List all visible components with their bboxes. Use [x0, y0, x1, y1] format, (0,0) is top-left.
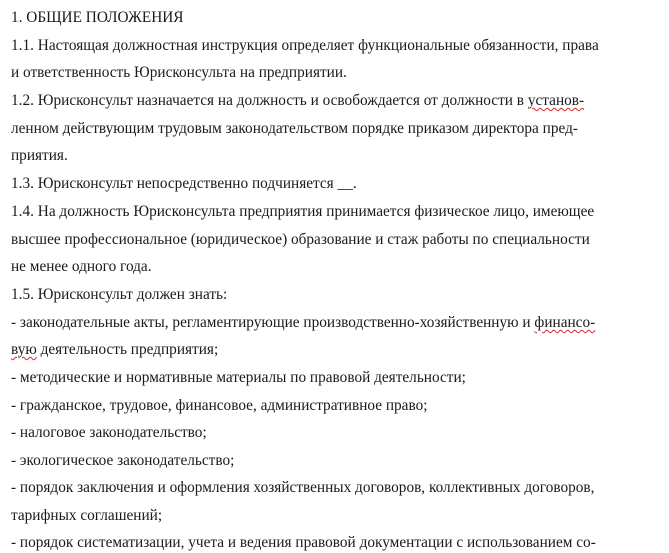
document-line	[11, 146, 68, 166]
line-text: 1. ОБЩИЕ ПОЛОЖЕНИЯ	[11, 9, 184, 26]
document-line	[11, 230, 590, 250]
line-text: - экологическое законодательство;	[11, 452, 235, 469]
line-text: высшее профессиональное (юридическое) образование и стаж работы по специальности	[11, 231, 590, 248]
document-line	[11, 506, 162, 526]
line-text: 1.3. Юрисконсульт непосредственно подчиняется __.	[11, 175, 357, 192]
line-text: 1.2. Юрисконсульт назначается на должность и освобождается от должности в	[11, 92, 528, 109]
document-line	[11, 368, 466, 388]
line-text: и ответственность Юрисконсульта на предприятии.	[11, 64, 347, 81]
line-text: 1.4. На должность Юрисконсульта предприятия принимается физическое лицо, имеющее	[11, 203, 595, 220]
document-line	[11, 423, 207, 443]
document-line	[11, 8, 184, 28]
document-line	[11, 63, 347, 83]
line-text: - порядок заключения и оформления хозяйственных договоров, коллективных договоров,	[11, 479, 595, 496]
document-line	[11, 36, 599, 56]
spellcheck-flagged-word[interactable]: финансо-	[534, 314, 596, 331]
document-line	[11, 313, 595, 333]
document-line	[11, 396, 427, 416]
line-text: - налоговое законодательство;	[11, 424, 207, 441]
document-line	[11, 119, 578, 139]
document-line	[11, 478, 594, 498]
document-line	[11, 340, 218, 360]
line-text: - гражданское, трудовое, финансовое, административное право;	[11, 397, 428, 414]
document-line	[11, 533, 596, 553]
line-text: тарифных соглашений;	[11, 507, 163, 524]
document-line	[11, 174, 357, 194]
spellcheck-flagged-word[interactable]: установ-	[527, 92, 585, 109]
line-text: - методические и нормативные материалы по правовой деятельности;	[11, 369, 466, 386]
document-line	[11, 451, 234, 471]
line-text: - законодательные акты, регламентирующие производственно-хозяйственную и	[11, 314, 535, 331]
spellcheck-flagged-word[interactable]: вую	[11, 341, 37, 358]
document-line	[11, 202, 594, 222]
line-text: приятия.	[11, 147, 68, 164]
line-text: 1.1. Настоящая должностная инструкция определяет функциональные обязанности, права	[11, 37, 599, 54]
document-line	[11, 257, 152, 277]
line-text: не менее одного года.	[11, 258, 152, 275]
line-text: - порядок систематизации, учета и ведения правовой документации с использованием со-	[11, 534, 596, 551]
line-text: ленном действующим трудовым законодательством порядке приказом директора пред-	[11, 120, 578, 137]
document-line	[11, 285, 227, 305]
line-text: деятельность предприятия;	[36, 341, 219, 358]
document-line	[11, 91, 584, 111]
line-text: 1.5. Юрисконсульт должен знать:	[11, 286, 228, 303]
